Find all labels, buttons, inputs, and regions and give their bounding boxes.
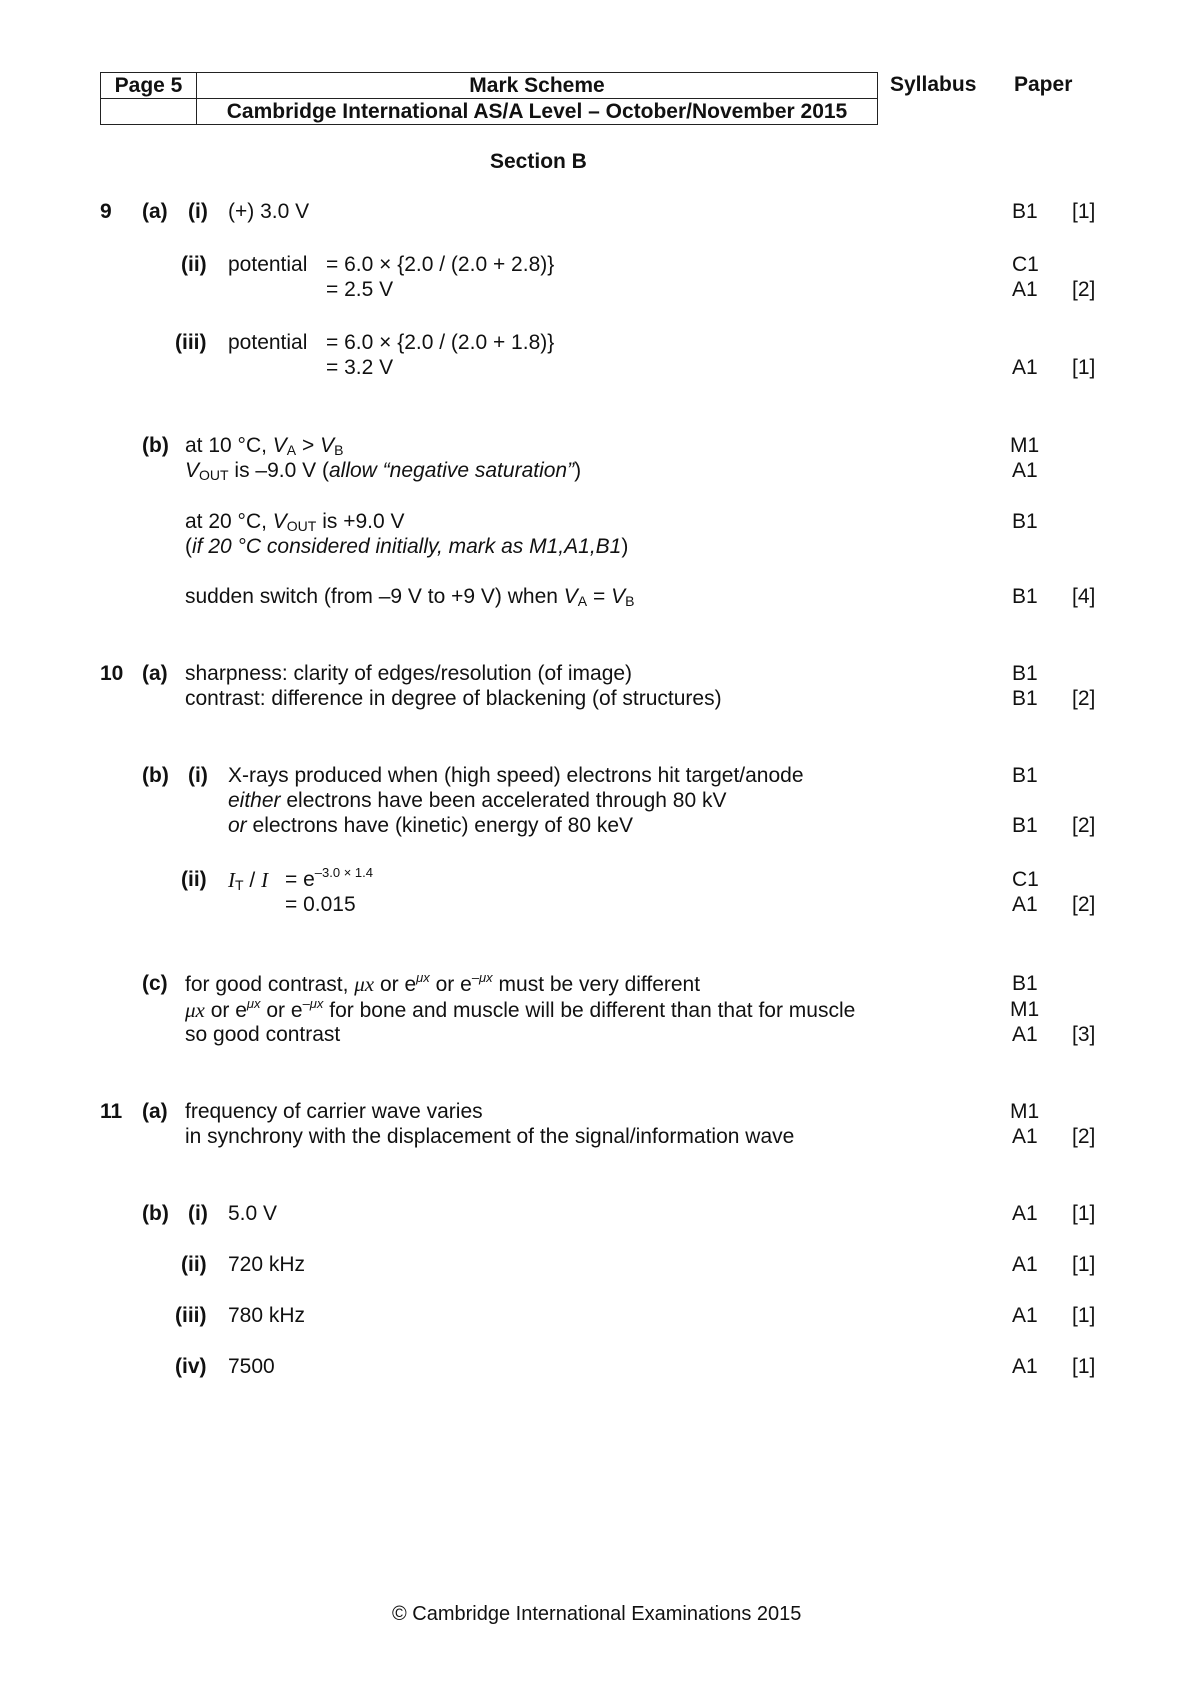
part-label: (b)	[142, 1202, 169, 1225]
mark-total: [2]	[1072, 893, 1096, 916]
syllabus-label: Syllabus	[890, 73, 977, 96]
subpart-label: (i)	[188, 200, 208, 223]
part-label: (a)	[142, 1100, 168, 1123]
subpart-label: (ii)	[181, 868, 207, 891]
mark-total: [1]	[1072, 1355, 1096, 1378]
mark-code: B1	[1012, 200, 1038, 223]
answer-text: 5.0 V	[228, 1202, 278, 1225]
mark-code: M1	[1010, 998, 1040, 1021]
mark-total: [1]	[1072, 200, 1096, 223]
mark-code: M1	[1010, 1100, 1040, 1123]
answer-text: μx or $e^{\mu x}$ or $e^{-\mu x}$ for bone and muscle will be different than that for muscle	[185, 996, 856, 1022]
answer-text: for good contrast, μx or $e^{\mu x}$ or $e^{-\mu x}$ must be very different	[185, 970, 701, 996]
mark-code: C1	[1012, 253, 1039, 276]
paper-label: Paper	[1014, 73, 1073, 96]
subpart-label: (i)	[188, 764, 208, 787]
part-label: (a)	[142, 662, 168, 685]
subpart-label: (ii)	[181, 1253, 207, 1276]
answer-text: X-rays produced when (high speed) electrons hit target/anode	[228, 764, 804, 787]
answer-text: potential	[228, 331, 308, 354]
answer-text: = $e^{-3.0 \times 1.4}$	[285, 865, 373, 891]
mark-total: [2]	[1072, 814, 1096, 837]
answer-text: either electrons have been accelerated through 80 kV	[228, 789, 727, 812]
answer-text: 7500	[228, 1355, 275, 1378]
answer-text: $I_T$ / I	[228, 868, 269, 893]
mark-code: A1	[1012, 1253, 1038, 1276]
answer-text: 780 kHz	[228, 1304, 306, 1327]
answer-text: potential	[228, 253, 308, 276]
mark-total: [4]	[1072, 585, 1096, 608]
question-number: 9	[100, 200, 112, 223]
subpart-label: (iii)	[175, 331, 207, 354]
subpart-label: (i)	[188, 1202, 208, 1225]
mark-code: A1	[1012, 893, 1038, 916]
mark-code: A1	[1012, 1202, 1038, 1225]
document-title: Mark Scheme	[197, 73, 878, 99]
mark-code: A1	[1012, 459, 1038, 482]
part-label: (a)	[142, 200, 168, 223]
subpart-label: (iv)	[175, 1355, 207, 1378]
mark-total: [2]	[1072, 687, 1096, 710]
mark-code: B1	[1012, 814, 1038, 837]
mark-code: A1	[1012, 356, 1038, 379]
section-title: Section B	[490, 150, 587, 173]
empty-cell	[101, 99, 197, 125]
answer-text: contrast: difference in degree of blackening (of structures)	[185, 687, 722, 710]
answer-text: 720 kHz	[228, 1253, 306, 1276]
part-label: (c)	[142, 972, 168, 995]
answer-text: at 10 °C, $V_A > V_B$	[185, 434, 344, 458]
mark-code: M1	[1010, 434, 1040, 457]
answer-text: = 6.0 × {2.0 / (2.0 + 1.8)}	[326, 331, 555, 354]
mark-code: B1	[1012, 585, 1038, 608]
part-label: (b)	[142, 764, 169, 787]
question-number: 11	[100, 1100, 123, 1123]
answer-text: = 0.015	[285, 893, 356, 916]
part-label: (b)	[142, 434, 169, 457]
mark-code: A1	[1012, 1023, 1038, 1046]
mark-total: [1]	[1072, 356, 1096, 379]
mark-code: A1	[1012, 1355, 1038, 1378]
answer-text: sudden switch (from –9 V to +9 V) when $V_A = V_B$	[185, 585, 635, 609]
page-number: Page 5	[101, 73, 197, 99]
answer-text: (+) 3.0 V	[228, 200, 310, 223]
answer-text: or electrons have (kinetic) energy of 80 keV	[228, 814, 634, 837]
answer-text: sharpness: clarity of edges/resolution (of image)	[185, 662, 633, 685]
mark-code: B1	[1012, 972, 1038, 995]
mark-code: B1	[1012, 764, 1038, 787]
mark-total: [2]	[1072, 278, 1096, 301]
mark-code: A1	[1012, 1125, 1038, 1148]
mark-code: C1	[1012, 868, 1039, 891]
subpart-label: (ii)	[181, 253, 207, 276]
answer-note: (if 20 °C considered initially, mark as M1,A1,B1)	[185, 535, 629, 558]
answer-text: = 3.2 V	[326, 356, 394, 379]
mark-total: [1]	[1072, 1202, 1096, 1225]
mark-code: A1	[1012, 278, 1038, 301]
answer-text: = 6.0 × {2.0 / (2.0 + 2.8)}	[326, 253, 555, 276]
mark-code: B1	[1012, 662, 1038, 685]
subpart-label: (iii)	[175, 1304, 207, 1327]
mark-code: B1	[1012, 510, 1038, 533]
mark-code: A1	[1012, 1304, 1038, 1327]
document-subtitle: Cambridge International AS/A Level – October/November 2015	[197, 99, 878, 125]
answer-text: = 2.5 V	[326, 278, 394, 301]
answer-text: at 20 °C, $V_{OUT}$ is +9.0 V	[185, 510, 405, 534]
mark-total: [3]	[1072, 1023, 1096, 1046]
mark-total: [1]	[1072, 1253, 1096, 1276]
question-number: 10	[100, 662, 124, 685]
mark-total: [2]	[1072, 1125, 1096, 1148]
mark-total: [1]	[1072, 1304, 1096, 1327]
footer-copyright: © Cambridge International Examinations 2015	[392, 1603, 802, 1625]
answer-text: frequency of carrier wave varies	[185, 1100, 483, 1123]
answer-text: in synchrony with the displacement of the signal/information wave	[185, 1125, 795, 1148]
mark-code: B1	[1012, 687, 1038, 710]
answer-text: so good contrast	[185, 1023, 341, 1046]
header-table	[100, 72, 1073, 125]
answer-text: $V_{OUT}$ is –9.0 V (allow “negative saturation”)	[185, 459, 582, 483]
